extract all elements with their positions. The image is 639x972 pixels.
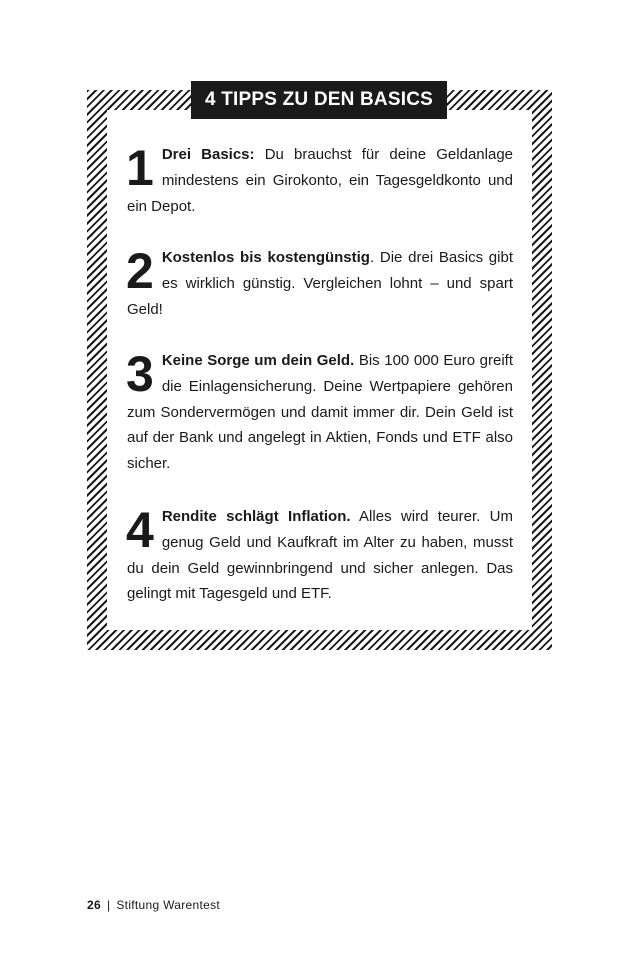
tip-text: Alles wird teurer. Um genug Geld und Kaufkraft im Alter zu haben, musst du dein Geld gewinnbringend und sicher anlegen. Das gelingt mit Tagesgeld und ETF. <box>127 508 513 603</box>
tip-text: Du brauchst für deine Geldanlage mindestens ein Girokonto, ein Tagesgeldkonto und ein Depot. <box>127 146 513 215</box>
tip-text: Bis 100 000 Euro greift die Einlagensicherung. Deine Wertpapiere gehören zum Sondervermögen und damit immer dir. Dein Geld ist auf der Bank und angelegt in Aktien, Fonds und ETF also sicher. <box>127 352 513 473</box>
tip-text: . Die drei Basics gibt es wirklich günstig. Vergleichen lohnt – und spart Geld! <box>127 249 513 318</box>
tip-number: 2 <box>126 243 154 299</box>
page-footer <box>87 898 220 912</box>
tip-number: 3 <box>126 346 154 402</box>
footer-separator: | <box>106 898 111 912</box>
tip-heading: Keine Sorge um dein Geld. <box>161 352 355 369</box>
tip-heading: Rendite schlägt Inflation. <box>161 508 351 525</box>
box-title: 4 TIPPS ZU DEN BASICS <box>191 81 447 119</box>
tip-heading: Kostenlos bis kostengünstig <box>161 249 370 266</box>
tip-4 <box>127 504 513 607</box>
tip-heading: Drei Basics: <box>161 146 255 163</box>
publisher-name: Stiftung Warentest <box>116 898 221 912</box>
tip-number: 4 <box>126 502 154 558</box>
tip-3 <box>127 348 513 477</box>
tip-1 <box>127 142 513 219</box>
page-number: 26 <box>87 898 101 912</box>
tip-number: 1 <box>126 140 154 196</box>
tip-2 <box>127 245 513 322</box>
